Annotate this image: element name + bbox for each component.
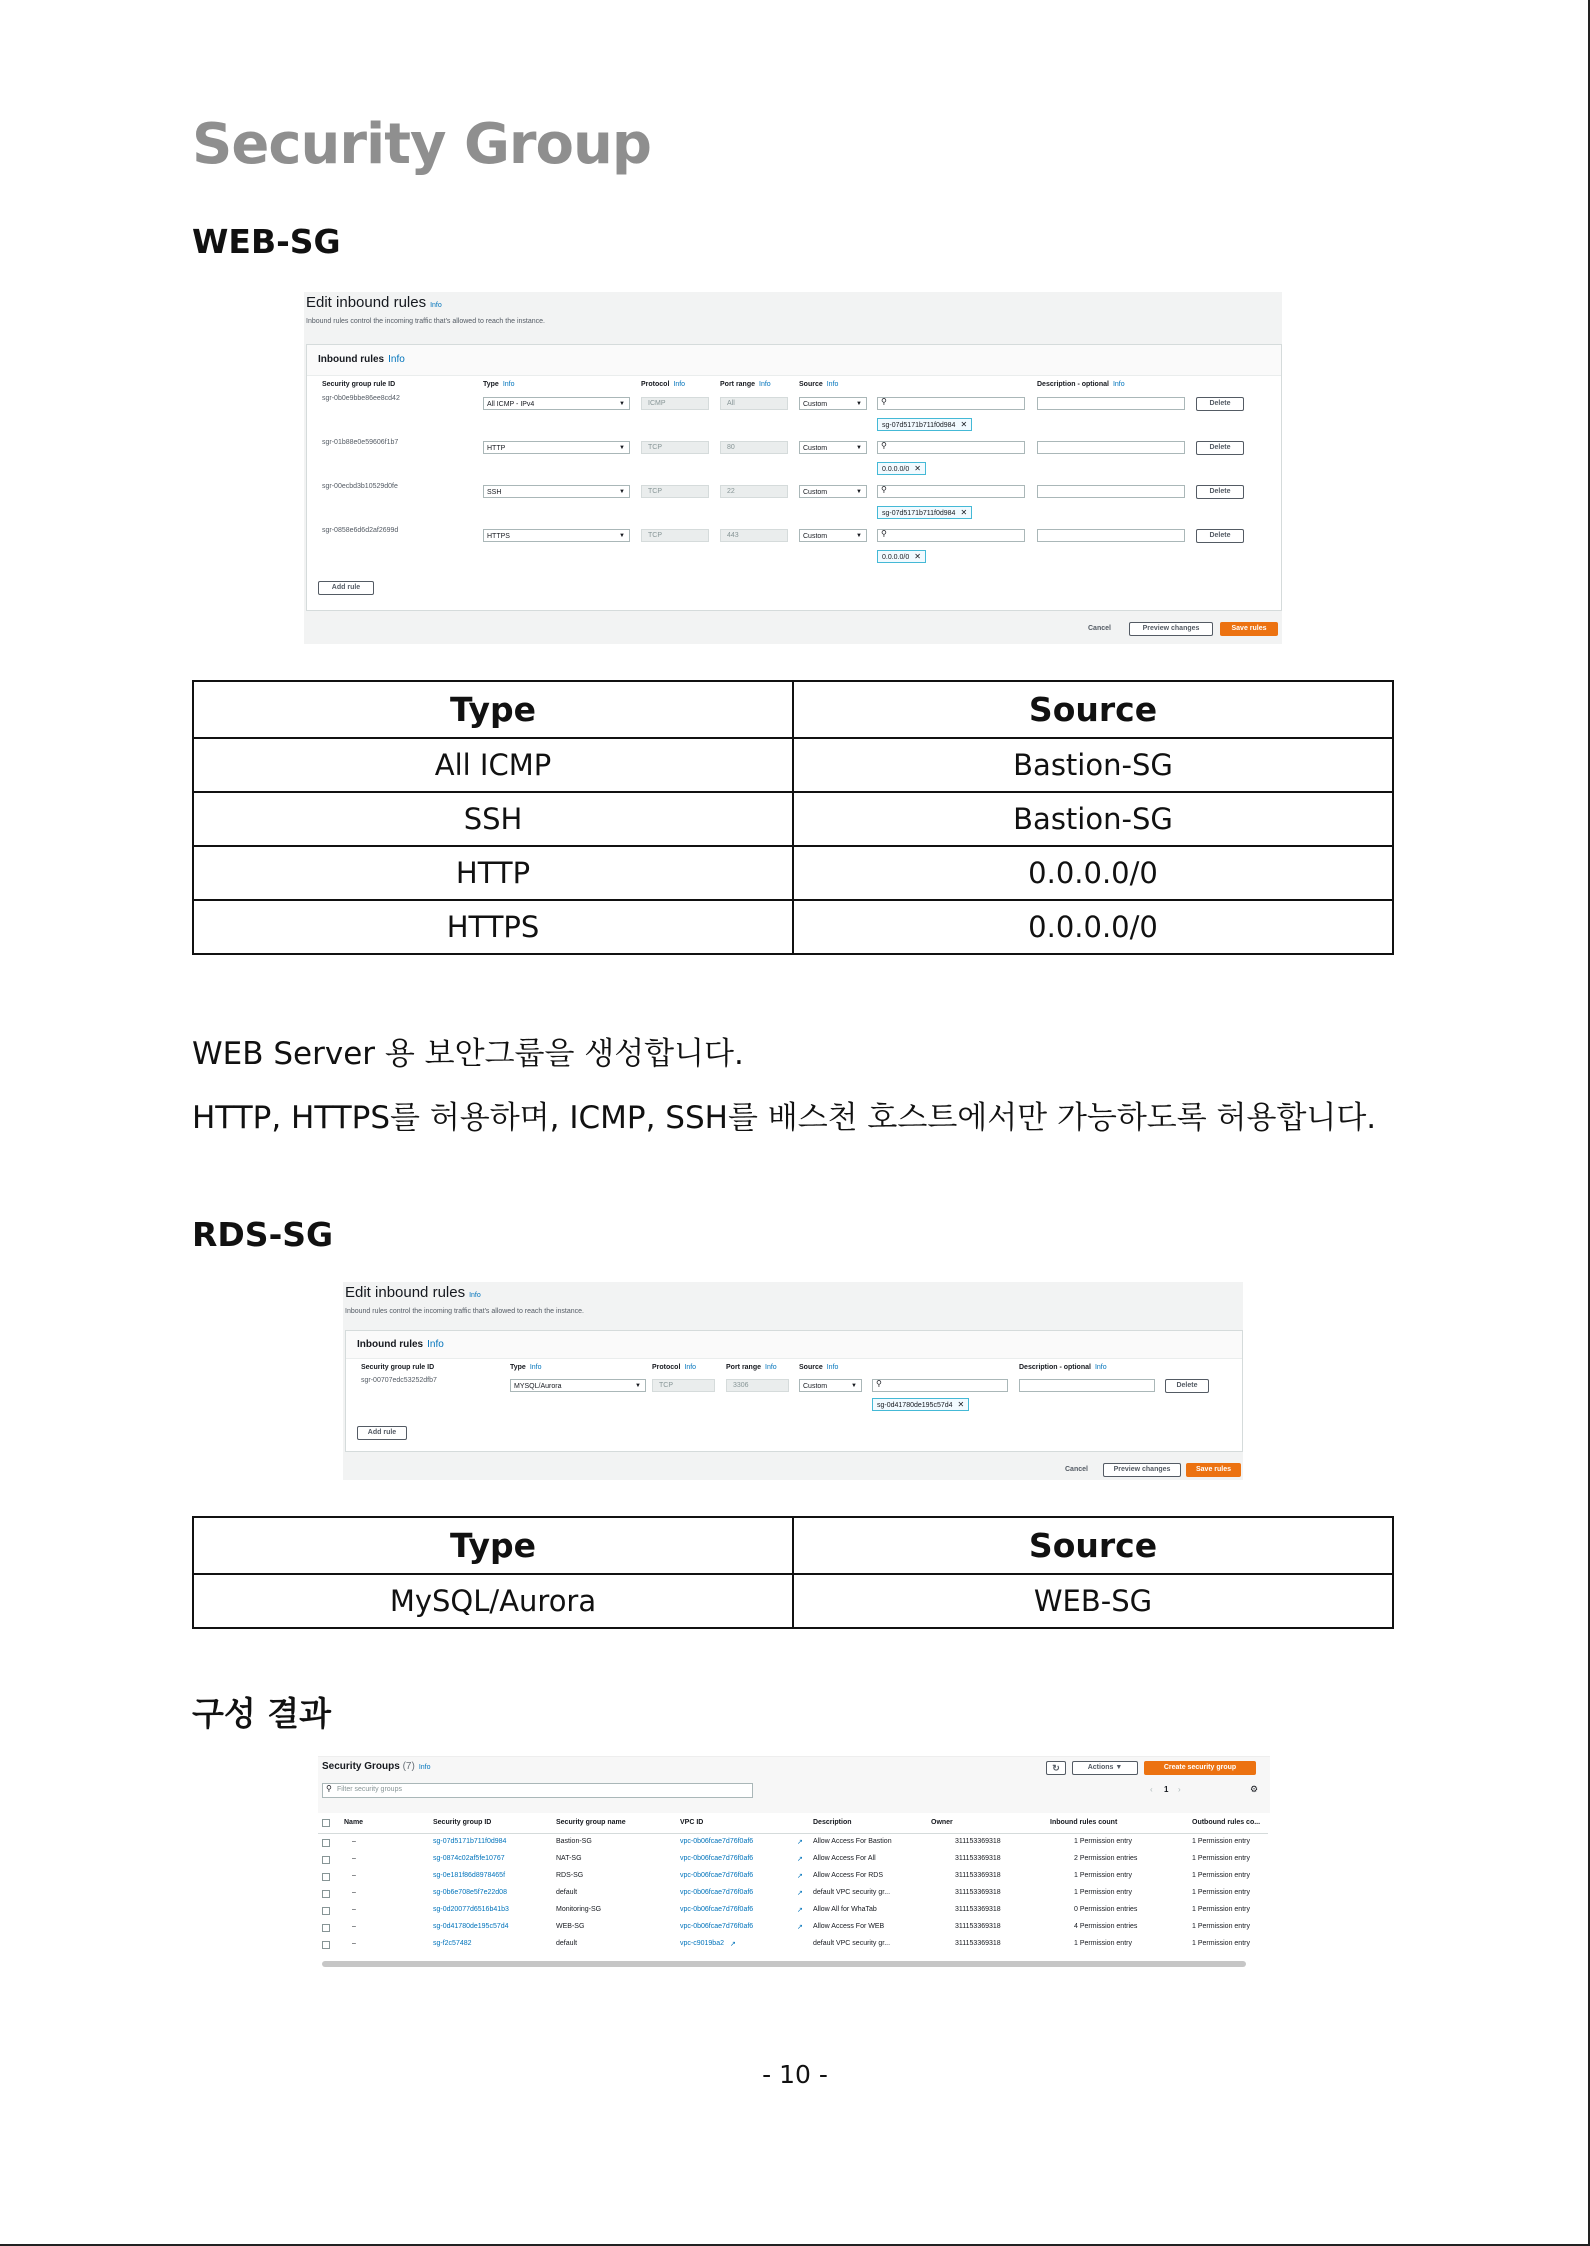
inbound-rules-title: Inbound rules bbox=[318, 354, 385, 365]
table-row[interactable]: – sg-f2c57482 default vpc-c9019ba2 ↗ default VPC security gr... 311153369318 1 Permission entry 1 Permission entry bbox=[318, 1937, 1268, 1954]
external-link-icon[interactable]: ↗ bbox=[797, 1890, 803, 1897]
col-rule-id: Security group rule ID bbox=[361, 1364, 435, 1371]
vpc-id-link[interactable]: vpc-c9019ba2 bbox=[680, 1940, 724, 1947]
external-link-icon[interactable]: ↗ bbox=[797, 1907, 803, 1914]
col-name[interactable]: Name bbox=[344, 1819, 364, 1826]
page-number[interactable]: 1 bbox=[1164, 1785, 1169, 1794]
row-checkbox[interactable] bbox=[322, 1873, 330, 1881]
web-sg-inbound-rules-screenshot bbox=[304, 292, 1282, 644]
info-link[interactable]: Info bbox=[469, 1292, 481, 1299]
protocol-field: TCP bbox=[641, 441, 709, 454]
vpc-id-link[interactable]: vpc-0b06fcae7d76f0af6 bbox=[680, 1889, 754, 1896]
col-inbound-count[interactable]: Inbound rules count bbox=[1050, 1819, 1118, 1826]
description-input[interactable] bbox=[1019, 1379, 1155, 1392]
edit-inbound-rules-title: Edit inbound rules bbox=[345, 1284, 466, 1301]
source-token: 0.0.0.0/0 ✕ bbox=[877, 550, 926, 563]
row-checkbox[interactable] bbox=[322, 1856, 330, 1864]
table-row[interactable]: – sg-0e181f86d8978465f RDS-SG vpc-0b06fcae7d76f0af6 ↗ Allow Access For RDS 311153369318 1 Permission entry 1 Permission entry bbox=[318, 1869, 1268, 1886]
row-checkbox[interactable] bbox=[322, 1924, 330, 1932]
close-icon[interactable]: ✕ bbox=[914, 552, 921, 561]
external-link-icon[interactable]: ↗ bbox=[797, 1924, 803, 1931]
info-link[interactable]: Info bbox=[430, 302, 442, 309]
caret-down-icon: ▼ bbox=[1115, 1764, 1123, 1771]
sg-id-link[interactable]: sg-0d20077d6516b41b3 bbox=[433, 1906, 509, 1913]
inbound-rules-panel bbox=[345, 1330, 1243, 1452]
search-icon: ⚲ bbox=[326, 1784, 332, 1793]
close-icon[interactable]: ✕ bbox=[957, 1400, 965, 1409]
filter-security-groups-input[interactable]: ⚲ Filter security groups bbox=[322, 1783, 753, 1798]
col-protocol: Protocol bbox=[641, 381, 670, 388]
table-header-row bbox=[318, 1813, 1268, 1834]
horizontal-scrollbar[interactable] bbox=[322, 1961, 1246, 1967]
table-row bbox=[193, 792, 1393, 846]
table-row[interactable]: – sg-0b6e708e5f7e22d08 default vpc-0b06fcae7d76f0af6 ↗ default VPC security gr... 311153369318 1 Permission entry 1 Permission entry bbox=[318, 1886, 1268, 1903]
port-range-field: 80 bbox=[720, 441, 788, 454]
header-type: Type bbox=[193, 1517, 793, 1574]
col-description: Description - optional bbox=[1037, 381, 1109, 388]
info-link[interactable]: Info bbox=[388, 354, 405, 365]
source-select[interactable]: Custom ▼ bbox=[799, 529, 867, 542]
vpc-id-link[interactable]: vpc-0b06fcae7d76f0af6 bbox=[680, 1855, 754, 1862]
refresh-icon: ↻ bbox=[1052, 1763, 1060, 1773]
delete-button[interactable]: Delete bbox=[1196, 529, 1244, 543]
caret-down-icon: ▼ bbox=[856, 445, 862, 451]
table-header-row bbox=[193, 681, 1393, 738]
row-checkbox[interactable] bbox=[322, 1839, 330, 1847]
refresh-button[interactable] bbox=[1046, 1761, 1066, 1775]
close-icon[interactable]: ✕ bbox=[914, 464, 921, 473]
rds-sg-heading: RDS-SG bbox=[192, 1215, 334, 1254]
cell-type: MySQL/Aurora bbox=[193, 1574, 793, 1628]
table-row bbox=[193, 1574, 1393, 1628]
info-link[interactable]: Info bbox=[684, 1364, 697, 1371]
inbound-rules-panel bbox=[306, 344, 1282, 611]
protocol-field: TCP bbox=[652, 1379, 715, 1392]
add-rule-button[interactable]: Add rule bbox=[318, 581, 374, 595]
caret-down-icon: ▼ bbox=[856, 533, 862, 539]
caret-down-icon: ▼ bbox=[619, 445, 625, 451]
port-range-field: 22 bbox=[720, 485, 788, 498]
cell-source: WEB-SG bbox=[793, 1574, 1393, 1628]
info-link[interactable]: Info bbox=[826, 381, 839, 388]
sg-id-link[interactable]: sg-0d41780de195c57d4 bbox=[433, 1923, 509, 1930]
cell-type: SSH bbox=[193, 792, 793, 846]
info-link[interactable]: Info bbox=[673, 381, 686, 388]
settings-gear-icon[interactable]: ⚙ bbox=[1250, 1784, 1259, 1794]
security-groups-title: Security Groups bbox=[322, 1761, 400, 1772]
row-checkbox[interactable] bbox=[322, 1890, 330, 1898]
preview-changes-button[interactable]: Preview changes bbox=[1129, 622, 1213, 636]
create-security-group-button[interactable]: Create security group bbox=[1144, 1761, 1256, 1775]
table-row[interactable]: – sg-0874c02af5fe10767 NAT-SG vpc-0b06fcae7d76f0af6 ↗ Allow Access For All 311153369318 2 Permission entries 1 Permission entry bbox=[318, 1852, 1268, 1869]
source-token: 0.0.0.0/0 ✕ bbox=[877, 462, 926, 475]
type-select[interactable]: MYSQL/Aurora ▼ bbox=[510, 1379, 646, 1392]
external-link-icon[interactable]: ↗ bbox=[730, 1941, 736, 1948]
close-icon[interactable]: ✕ bbox=[960, 508, 968, 517]
info-link[interactable]: Info bbox=[826, 1364, 839, 1371]
col-sg-name[interactable]: Security group name bbox=[556, 1819, 626, 1826]
type-select[interactable]: All ICMP - IPv4 ▼ bbox=[483, 397, 630, 410]
source-token: sg-07d5171b711f0d984 ✕ bbox=[877, 418, 972, 431]
web-sg-description-2: HTTP, HTTPS를 허용하며, ICMP, SSH를 배스천 호스트에서만 가능하도록 허용합니다. bbox=[192, 1100, 1377, 1136]
description-input[interactable] bbox=[1037, 529, 1185, 542]
source-search-input[interactable] bbox=[877, 397, 1025, 410]
delete-button[interactable]: Delete bbox=[1165, 1379, 1209, 1393]
sg-id-link[interactable]: sg-0b6e708e5f7e22d08 bbox=[433, 1889, 507, 1896]
search-icon: ⚲ bbox=[881, 441, 887, 450]
col-type: Type bbox=[483, 381, 499, 388]
port-range-field: All bbox=[720, 397, 788, 410]
cell-source: 0.0.0.0/0 bbox=[793, 846, 1393, 900]
add-rule-button[interactable]: Add rule bbox=[357, 1426, 407, 1440]
inbound-rules-title: Inbound rules bbox=[357, 1339, 424, 1350]
external-link-icon[interactable]: ↗ bbox=[797, 1873, 803, 1880]
result-heading: 구성 결과 bbox=[192, 1694, 332, 1733]
sg-id-link[interactable]: sg-f2c57482 bbox=[433, 1940, 472, 1947]
col-port-range: Port range bbox=[720, 381, 756, 388]
info-link[interactable]: Info bbox=[529, 1364, 542, 1371]
cancel-button[interactable]: Cancel bbox=[1065, 1466, 1088, 1473]
info-link[interactable]: Info bbox=[1094, 1364, 1107, 1371]
col-port-range: Port range bbox=[726, 1364, 762, 1371]
save-rules-button[interactable]: Save rules bbox=[1220, 622, 1278, 636]
web-sg-description-1: WEB Server 용 보안그룹을 생성합니다. bbox=[192, 1036, 744, 1072]
source-select[interactable]: Custom ▼ bbox=[799, 397, 867, 410]
protocol-field: ICMP bbox=[641, 397, 709, 410]
col-description[interactable]: Description bbox=[813, 1819, 852, 1826]
sg-id-link[interactable]: sg-0e181f86d8978465f bbox=[433, 1872, 506, 1879]
search-icon: ⚲ bbox=[876, 1379, 882, 1388]
source-token: sg-07d5171b711f0d984 ✕ bbox=[877, 506, 972, 519]
col-type: Type bbox=[510, 1364, 526, 1371]
port-range-field: 3306 bbox=[726, 1379, 789, 1392]
caret-down-icon: ▼ bbox=[851, 1383, 857, 1389]
info-link[interactable]: Info bbox=[1112, 381, 1125, 388]
row-checkbox[interactable] bbox=[322, 1907, 330, 1915]
delete-button[interactable]: Delete bbox=[1196, 397, 1244, 411]
source-search-input[interactable] bbox=[877, 485, 1025, 498]
type-select[interactable]: SSH ▼ bbox=[483, 485, 630, 498]
caret-down-icon: ▼ bbox=[619, 489, 625, 495]
header-type: Type bbox=[193, 681, 793, 738]
table-row bbox=[193, 900, 1393, 954]
col-protocol: Protocol bbox=[652, 1364, 681, 1371]
table-row[interactable]: – sg-0d20077d6516b41b3 Monitoring-SG vpc-0b06fcae7d76f0af6 ↗ Allow All for WhaTab 311153369318 0 Permission entries 1 Permission entry bbox=[318, 1903, 1268, 1920]
caret-down-icon: ▼ bbox=[619, 533, 625, 539]
security-groups-count: (7) bbox=[402, 1761, 415, 1772]
web-sg-heading: WEB-SG bbox=[192, 222, 341, 261]
info-link[interactable]: Info bbox=[502, 381, 515, 388]
external-link-icon[interactable]: ↗ bbox=[797, 1856, 803, 1863]
delete-button[interactable]: Delete bbox=[1196, 485, 1244, 499]
col-source: Source bbox=[799, 381, 823, 388]
table-row bbox=[193, 846, 1393, 900]
cancel-button[interactable]: Cancel bbox=[1088, 625, 1111, 632]
protocol-field: TCP bbox=[641, 529, 709, 542]
header-source: Source bbox=[793, 1517, 1393, 1574]
delete-button[interactable]: Delete bbox=[1196, 441, 1244, 455]
description-input[interactable] bbox=[1037, 485, 1185, 498]
rds-sg-inbound-rules-screenshot bbox=[343, 1282, 1243, 1480]
sg-id-link[interactable]: sg-07d5171b711f0d984 bbox=[433, 1838, 507, 1845]
cell-type: HTTPS bbox=[193, 900, 793, 954]
caret-down-icon: ▼ bbox=[635, 1383, 641, 1389]
external-link-icon[interactable]: ↗ bbox=[797, 1839, 803, 1846]
row-checkbox[interactable] bbox=[322, 1941, 330, 1949]
source-select[interactable]: Custom ▼ bbox=[799, 485, 867, 498]
rule-id: sgr-01b88e0e59606f1b7 bbox=[322, 439, 399, 446]
vpc-id-link[interactable]: vpc-0b06fcae7d76f0af6 bbox=[680, 1906, 754, 1913]
rds-sg-summary-table bbox=[192, 1516, 1394, 1629]
type-select[interactable]: HTTP ▼ bbox=[483, 441, 630, 454]
caret-down-icon: ▼ bbox=[856, 401, 862, 407]
edit-inbound-rules-subtitle: Inbound rules control the incoming traffic that's allowed to reach the instance. bbox=[306, 318, 545, 325]
vpc-id-link[interactable]: vpc-0b06fcae7d76f0af6 bbox=[680, 1923, 754, 1930]
page-title: Security Group bbox=[192, 112, 651, 177]
source-search-input[interactable] bbox=[877, 441, 1025, 454]
col-sg-id[interactable]: Security group ID bbox=[433, 1819, 492, 1826]
source-search-input[interactable] bbox=[872, 1379, 1008, 1392]
cell-type: HTTP bbox=[193, 846, 793, 900]
search-icon: ⚲ bbox=[881, 397, 887, 406]
caret-down-icon: ▼ bbox=[856, 489, 862, 495]
source-select[interactable]: Custom ▼ bbox=[799, 1379, 862, 1392]
source-search-input[interactable] bbox=[877, 529, 1025, 542]
table-row bbox=[193, 738, 1393, 792]
cell-source: Bastion-SG bbox=[793, 792, 1393, 846]
rule-id: sgr-00ecbd3b10529d0fe bbox=[322, 483, 398, 490]
col-rule-id: Security group rule ID bbox=[322, 381, 396, 388]
port-range-field: 443 bbox=[720, 529, 788, 542]
description-input[interactable] bbox=[1037, 441, 1185, 454]
select-all-checkbox[interactable] bbox=[322, 1819, 330, 1827]
cell-type: All ICMP bbox=[193, 738, 793, 792]
col-source: Source bbox=[799, 1364, 823, 1371]
col-owner[interactable]: Owner bbox=[931, 1819, 953, 1826]
vpc-id-link[interactable]: vpc-0b06fcae7d76f0af6 bbox=[680, 1838, 754, 1845]
info-link[interactable]: Info bbox=[759, 381, 771, 388]
security-groups-list-screenshot bbox=[318, 1756, 1270, 1971]
page-number-footer: - 10 - bbox=[762, 2060, 828, 2089]
info-link[interactable]: Info bbox=[418, 1764, 431, 1771]
search-icon: ⚲ bbox=[881, 485, 887, 494]
table-header-row bbox=[193, 1517, 1393, 1574]
prev-page-icon[interactable]: ‹ bbox=[1150, 1785, 1153, 1794]
protocol-field: TCP bbox=[641, 485, 709, 498]
header-source: Source bbox=[793, 681, 1393, 738]
web-sg-summary-table bbox=[192, 680, 1394, 955]
preview-changes-button[interactable]: Preview changes bbox=[1103, 1463, 1181, 1477]
source-token: sg-0d41780de195c57d4 ✕ bbox=[872, 1398, 969, 1411]
caret-down-icon: ▼ bbox=[619, 401, 625, 407]
table-row[interactable]: – sg-0d41780de195c57d4 WEB-SG vpc-0b06fcae7d76f0af6 ↗ Allow Access For WEB 311153369318 4 Permission entries 1 Permission entry bbox=[318, 1920, 1268, 1937]
col-outbound-count[interactable]: Outbound rules co... bbox=[1192, 1819, 1261, 1826]
cell-source: 0.0.0.0/0 bbox=[793, 900, 1393, 954]
info-link[interactable]: Info bbox=[427, 1339, 444, 1350]
sg-id-link[interactable]: sg-0874c02af5fe10767 bbox=[433, 1855, 505, 1862]
type-select[interactable]: HTTPS ▼ bbox=[483, 529, 630, 542]
col-description: Description - optional bbox=[1019, 1364, 1091, 1371]
search-icon: ⚲ bbox=[881, 529, 887, 538]
save-rules-button[interactable]: Save rules bbox=[1186, 1463, 1241, 1477]
rule-id: sgr-0858e6d6d2af2699d bbox=[322, 527, 399, 534]
cell-source: Bastion-SG bbox=[793, 738, 1393, 792]
rule-id: sgr-0b0e9bbe86ee8cd42 bbox=[322, 395, 400, 402]
info-link[interactable]: Info bbox=[765, 1364, 777, 1371]
actions-dropdown[interactable]: Actions ▼ bbox=[1072, 1761, 1138, 1775]
source-select[interactable]: Custom ▼ bbox=[799, 441, 867, 454]
col-vpc-id[interactable]: VPC ID bbox=[680, 1819, 704, 1826]
edit-inbound-rules-title: Edit inbound rules bbox=[306, 294, 427, 311]
table-row[interactable]: – sg-07d5171b711f0d984 Bastion-SG vpc-0b06fcae7d76f0af6 ↗ Allow Access For Bastion 311153369318 1 Permission entry 1 Permission entry bbox=[318, 1835, 1268, 1852]
next-page-icon[interactable]: › bbox=[1178, 1785, 1181, 1794]
edit-inbound-rules-subtitle: Inbound rules control the incoming traffic that's allowed to reach the instance. bbox=[345, 1308, 584, 1315]
vpc-id-link[interactable]: vpc-0b06fcae7d76f0af6 bbox=[680, 1872, 754, 1879]
description-input[interactable] bbox=[1037, 397, 1185, 410]
rule-id: sgr-00707edc53252dfb7 bbox=[361, 1377, 437, 1384]
close-icon[interactable]: ✕ bbox=[960, 420, 968, 429]
